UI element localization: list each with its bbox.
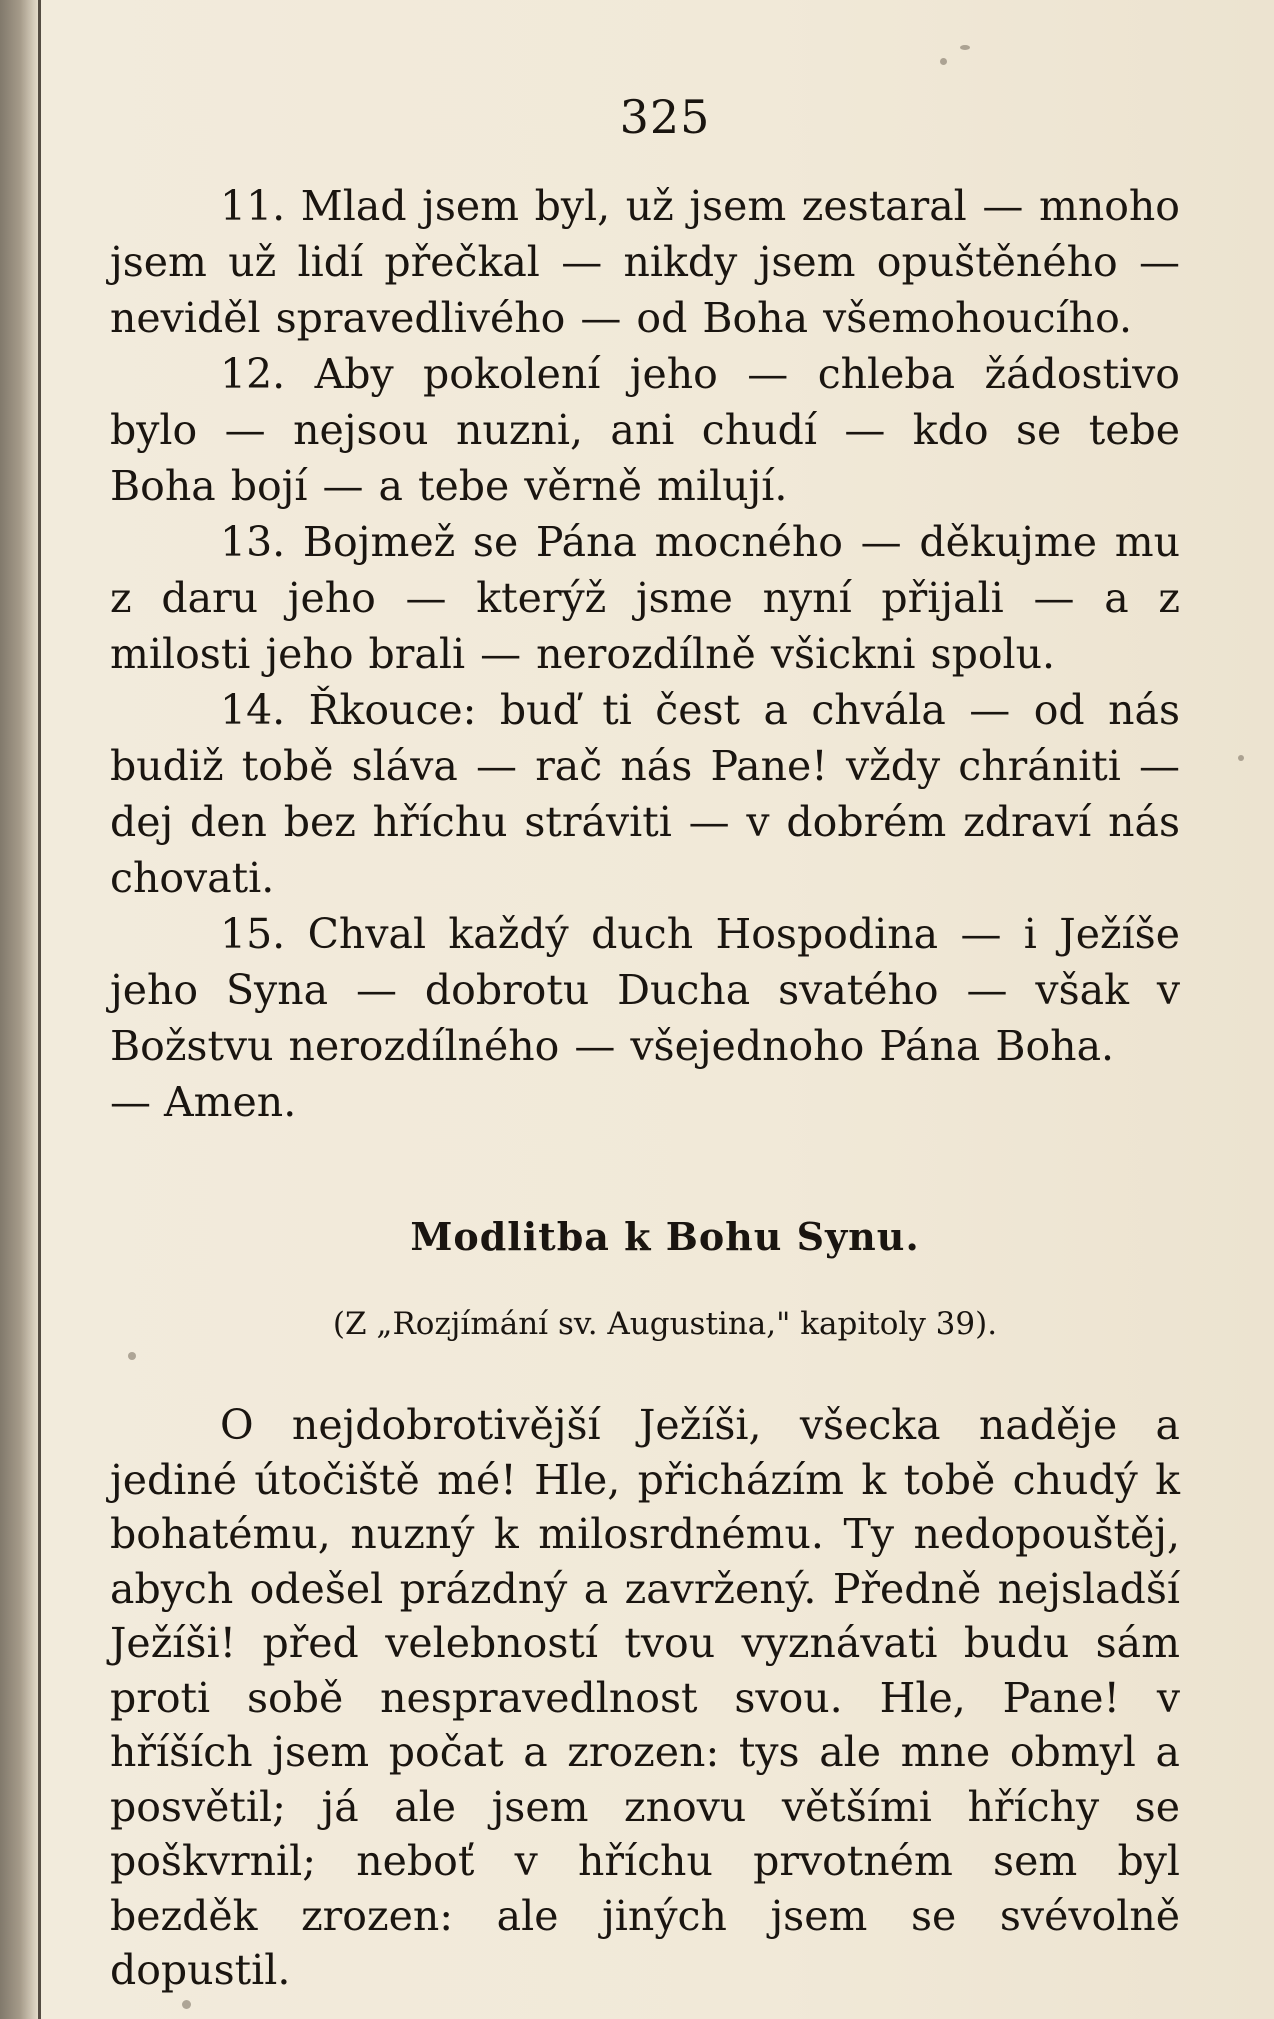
prayer-text: O nejdobrotivější Ježíši, všecka naděje a jediné útočiště mé! Hle, přicházím k tobě chudý k bohatému, nuzný k milosrdnému. Ty nedopouštěj, abych odešel prázdný a zavržený. Předně nejsladší Ježíši! před velebností tvou vyznávati budu sám proti sobě nespravedlnost svou. Hle, Pane! v hříších jsem počat a zrozen: tys ale mne obmyl a posvětil; já ale jsem znovu většími hříchy se poškvrnil; neboť v hříchu prvotném sem byl bezděk zrozen: ale jiných jsem se svévolně dopustil. <box>110 1401 1180 1994</box>
gutter-shadow <box>0 0 38 2019</box>
page-number: 325 <box>619 90 711 144</box>
amen-line: — Amen. <box>110 1078 297 1126</box>
paper-speck <box>1238 755 1244 761</box>
paper-speck <box>182 2000 191 2009</box>
section-title: Modlitba k Bohu Synu. <box>410 1214 920 1259</box>
page-content <box>110 90 1180 1998</box>
gutter-line <box>38 0 41 2019</box>
verse-12: 12. Aby pokolení jeho — chleba žádostivo bylo — nejsou nuzni, ani chudí — kdo se tebe Boha bojí — a tebe věrně milují. <box>110 350 1180 510</box>
source-note: (Z „Rozjímání sv. Augustina," kapitoly 39). <box>332 1306 998 1342</box>
verse-14: 14. Řkouce: buď ti čest a chvála — od nás budiž tobě sláva — rač nás Pane! vždy chrániti — dej den bez hříchu stráviti — v dobrém zdraví nás chovati. <box>110 686 1180 902</box>
verse-13: 13. Bojmež se Pána mocného — děkujme mu z daru jeho — kterýž jsme nyní přijali — a z milosti jeho brali — nerozdílně všickni spolu. <box>110 518 1180 678</box>
paper-speck <box>940 58 947 65</box>
verse-11: 11. Mlad jsem byl, už jsem zestaral — mnoho jsem už lidí přečkal — nikdy jsem opuštěného — neviděl spravedlivého — od Boha všemohoucího. <box>110 182 1180 342</box>
paper-speck <box>960 45 970 50</box>
verse-15: 15. Chval každý duch Hospodina — i Ježíše jeho Syna — dobrotu Ducha svatého — však v Božstvu nerozdílného — všejednoho Pána Boha. <box>110 910 1180 1070</box>
